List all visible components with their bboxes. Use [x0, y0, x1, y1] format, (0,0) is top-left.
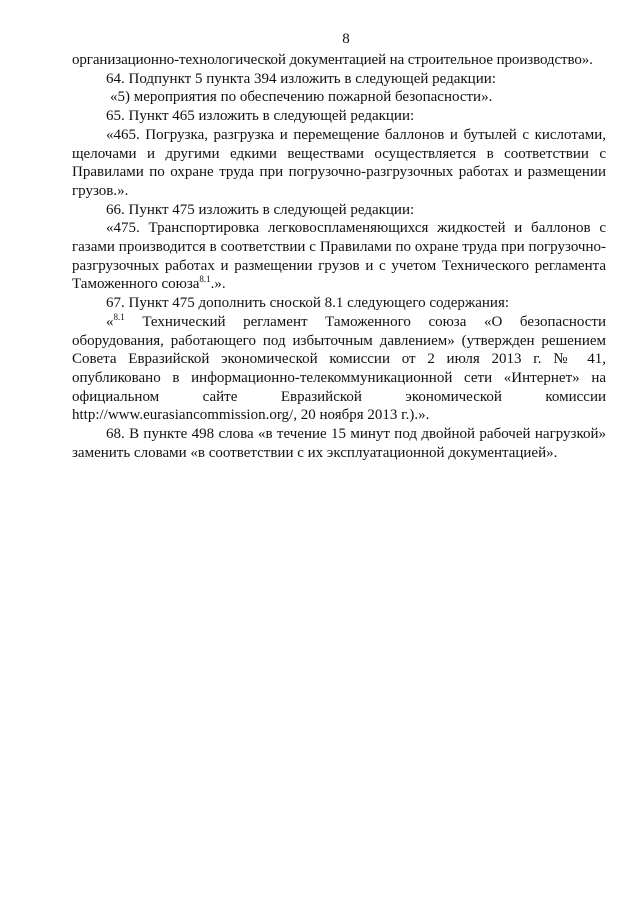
paragraph-continuation: организационно-технологической документацией на строительное производство».: [72, 52, 593, 68]
document-page: [72, 30, 606, 462]
paragraph-item-64-text: «5) мероприятия по обеспечению пожарной безопасности».: [110, 89, 493, 106]
paragraph-item-68: 68. В пункте 498 слова «в течение 15 минут под двойной рабочей нагрузкой» заменить словами «в соответствии с их эксплуатационной документацией».: [72, 426, 606, 461]
footnote-ref-8-1: 8.1: [199, 274, 211, 285]
paragraph-item-66: 66. Пункт 475 изложить в следующей редакции:: [106, 201, 415, 218]
paragraph-item-465-text: «465. Погрузка, разгрузка и перемещение баллонов и бутылей с кислотами, щелочами и другими едкими веществами осуществляется в соответствии с Правилами по охране труда при погрузочно-разгрузочных работах и размещении грузов.».: [72, 126, 606, 199]
footnote-marker-8-1: 8.1: [113, 311, 125, 322]
footnote-8-1-text: [72, 313, 606, 425]
paragraph-item-475-end: .».: [210, 276, 226, 293]
paragraph-item-475-body: «475. Транспортировка легковоспламеняющихся жидкостей и баллонов с газами производится в соответствии с Правилами по охране труда при погрузочно-разгрузочных работах и размещении грузов и с учетом Технического регламента Таможенного союза: [72, 220, 606, 293]
page-number: 8: [342, 31, 350, 47]
paragraph-item-67: 67. Пункт 475 дополнить сноской 8.1 следующего содержания:: [106, 295, 510, 312]
footnote-body: Технический регламент Таможенного союза «О безопасности оборудования, работающего под избыточным давлением» (утвержден решением Совета Евразийской экономической комиссии от 2 июля 2013 г. № 41, опубликовано в информационно-телекоммуникационной сети «Интернет» на официальном сайте Евразийской экономической комиссии http://www.eurasiancommission.org/, 20 ноября 2013 г.).».: [72, 313, 606, 424]
paragraph-item-65: 65. Пункт 465 изложить в следующей редакции:: [106, 108, 415, 125]
paragraph-item-64: 64. Подпункт 5 пункта 394 изложить в следующей редакции:: [106, 70, 496, 87]
paragraph-item-475-text: [72, 219, 606, 294]
footnote-open-quote: «: [106, 313, 114, 330]
